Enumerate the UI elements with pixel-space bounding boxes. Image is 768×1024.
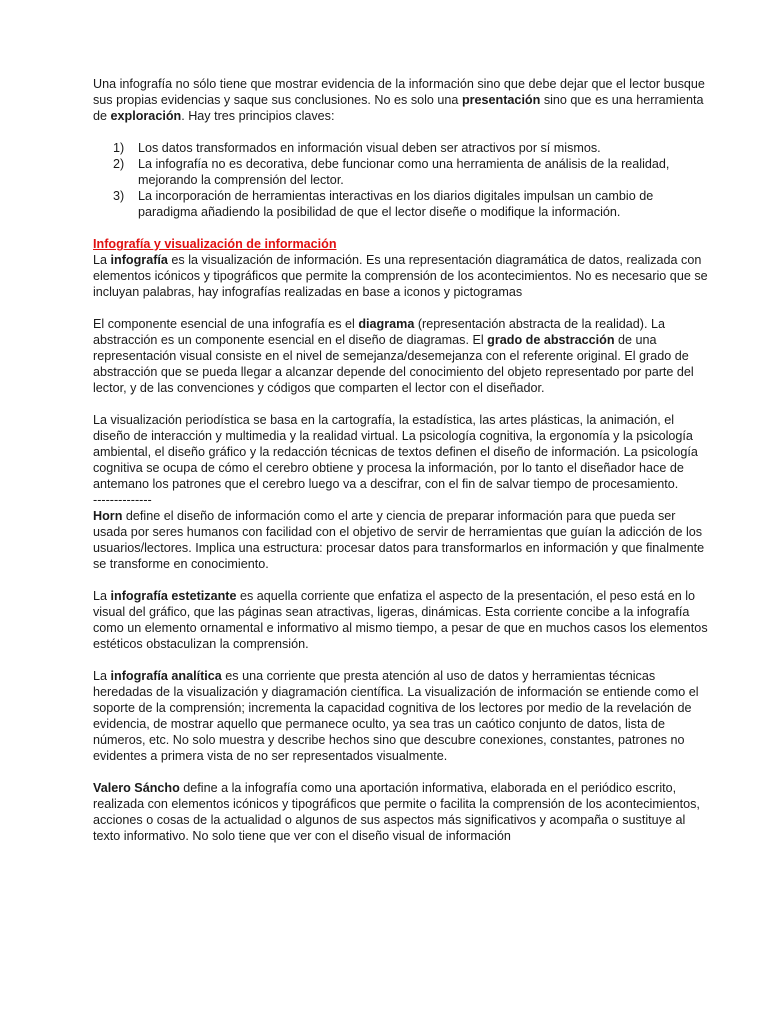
paragraph-text: define el diseño de información como el arte y ciencia de preparar información para que pueda ser usada por seres humanos con facilidad con el objetivo de servir de herramientas que guían la adicción de los usuarios/lectores. Implica una estructura: procesar datos para transformarlos en información y que finalmente se transforme en conocimiento. <box>93 509 705 571</box>
diagrama-paragraph <box>93 316 708 396</box>
bold-term: infografía analítica <box>110 669 222 683</box>
bold-term: infografía <box>110 253 168 267</box>
list-item-text: La incorporación de herramientas interactivas en los diarios digitales impulsan un cambio de paradigma añadiendo la posibilidad de que el lector diseñe o modifique la información. <box>138 189 654 219</box>
paragraph-text: La <box>93 253 111 267</box>
horn-paragraph <box>93 508 708 572</box>
list-item-number: 3) <box>113 189 125 203</box>
paragraph-text: es la visualización de información. Es una representación diagramática de datos, realizada con elementos icónicos y tipográficos que permite la comprensión de los acontecimientos. No es necesario que se incluyan palabras, hay infografías realizadas en base a iconos y pictogramas <box>93 253 708 299</box>
separator-line: -------------- <box>93 493 152 507</box>
intro-text: sino que es una herramienta de <box>93 93 704 123</box>
bold-term: infografía estetizante <box>110 589 237 603</box>
section-heading: Infografía y visualización de información <box>93 237 337 251</box>
intro-text: Una infografía no sólo tiene que mostrar evidencia de la información sino que debe dejar que el lector busque sus propias evidencias y saque sus conclusiones. No es solo una <box>93 77 705 107</box>
estetizante-paragraph <box>93 588 708 652</box>
list-item <box>93 188 708 220</box>
paragraph-text: (representación abstracta de la realidad). La abstracción es un componente esencial en el diseño de diagramas. El <box>93 317 665 347</box>
analitica-paragraph <box>93 668 708 764</box>
intro-text: . Hay tres principios claves: <box>181 109 335 123</box>
bold-term: diagrama <box>358 317 415 331</box>
paragraph-text: El componente esencial de una infografía es el <box>93 317 359 331</box>
bold-term: Horn <box>93 509 123 523</box>
paragraph-text: es aquella corriente que enfatiza el aspecto de la presentación, el peso está en lo visual del gráfico, que las páginas sean atractivas, ligeras, dinámicas. Esta corriente concibe a la infografía como un elemento ornamental e informativo al mismo tiempo, a pesar de que en muchos casos los elementos estéticos obstaculizan la comprensión. <box>93 589 708 651</box>
list-item <box>93 156 708 188</box>
infografia-paragraph <box>93 252 708 300</box>
bold-term: Valero Sáncho <box>93 781 180 795</box>
intro-bold-presentacion: presentación <box>461 93 541 107</box>
intro-bold-exploracion: exploración <box>110 109 182 123</box>
list-item <box>93 140 708 156</box>
valero-paragraph <box>93 780 708 844</box>
list-item-text: La infografía no es decorativa, debe funcionar como una herramienta de análisis de la realidad, mejorando la comprensión del lector. <box>138 157 670 187</box>
list-item-number: 1) <box>113 141 125 155</box>
intro-paragraph <box>93 76 708 124</box>
principles-list <box>93 140 708 220</box>
visualizacion-paragraph: La visualización periodística se basa en la cartografía, la estadística, las artes plásticas, la animación, el diseño de interacción y multimedia y la realidad virtual. La psicología cognitiva, la ergonomía y la psicología ambiental, el diseño gráfico y la redacción técnicas de textos definen el diseño de información. La psicología cognitiva se ocupa de cómo el cerebro obtiene y procesa la información, por lo tanto el diseñador hace de antemano los patrones que el cerebro luego va a descifrar, con el fin de salvar tiempo de procesamiento. <box>93 413 698 491</box>
paragraph-text: define a la infografía como una aportación informativa, elaborada en el periódico escrito, realizada con elementos icónicos y tipográficos que permite o facilita la comprensión de los acontecimientos, acciones o cosas de la actualidad o algunos de sus aspectos más significativos y acompaña o sustituye al texto informativo. No solo tiene que ver con el diseño visual de información <box>93 781 700 843</box>
list-item-text: Los datos transformados en información visual deben ser atractivos por sí mismos. <box>138 141 601 155</box>
bold-term: grado de abstracción <box>487 333 615 347</box>
paragraph-text: La <box>93 669 111 683</box>
paragraph-text: es una corriente que presta atención al uso de datos y herramientas técnicas heredadas de la visualización y diagramación científica. La visualización de información se entiende como el soporte de la comprensión; incrementa la capacidad cognitiva de los lectores por medio de la revelación de evidencia, de mostrar aquello que permanece oculto, ya sea tras un caótico conjunto de datos, lista de números, etc. No solo muestra y describe hechos sino que descubre conexiones, constantes, patrones no evidentes a primera vista de no ser representados visualmente. <box>93 669 699 763</box>
paragraph-text: de una representación visual consiste en el nivel de semejanza/desemejanza con el referente original. El grado de abstracción que se pueda llegar a alcanzar depende del conocimiento del objeto representado por parte del lector, y de las convenciones y códigos que comparten el lector con el diseñador. <box>93 333 694 395</box>
list-item-number: 2) <box>113 157 125 171</box>
paragraph-text: La <box>93 589 111 603</box>
